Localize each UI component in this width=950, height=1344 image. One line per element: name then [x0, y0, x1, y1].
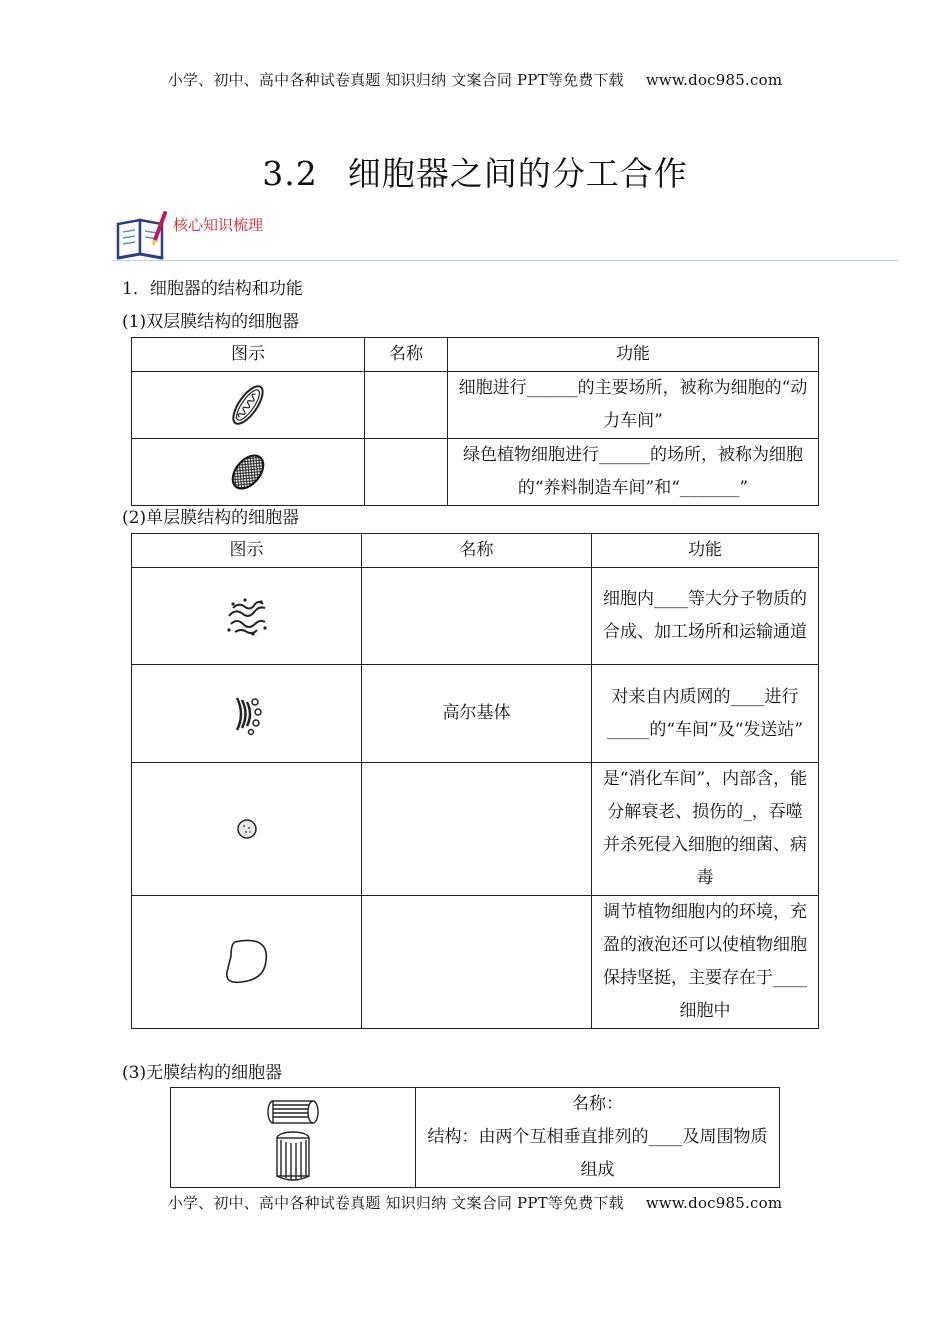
- footer-site: www.doc985.com: [645, 1194, 783, 1212]
- pic-cell: [132, 763, 362, 896]
- function-cell: 对来自内质网的____进行_____的“车间”及“发送站”: [592, 665, 819, 763]
- section-heading: 1．细胞器的结构和功能: [122, 279, 303, 299]
- notebook-pen-icon: [115, 210, 167, 264]
- table-header-row: [132, 534, 819, 568]
- lysosome-icon: [142, 817, 351, 841]
- name-cell: [365, 372, 448, 439]
- table-row: [171, 1088, 780, 1188]
- title-text: 细胞器之间的分工合作: [347, 154, 688, 193]
- page-title: [0, 148, 950, 195]
- info-cell: [416, 1088, 780, 1188]
- col-header: 名称: [362, 534, 592, 568]
- mitochondrion-icon: [142, 380, 354, 430]
- name-cell: [362, 568, 592, 665]
- col-header: 功能: [592, 534, 819, 568]
- name-cell: [365, 439, 448, 506]
- table-row: [132, 439, 819, 506]
- pic-cell: [171, 1088, 416, 1188]
- name-cell: [362, 763, 592, 896]
- function-cell: 调节植物细胞内的环境，充盈的液泡还可以使植物细胞保持坚挺，主要存在于____细胞中: [592, 896, 819, 1029]
- pic-cell: [132, 665, 362, 763]
- footer-text: 小学、初中、高中各种试卷真题 知识归纳 文案合同 PPT等免费下载: [167, 1194, 624, 1212]
- page-header: [0, 69, 950, 90]
- chloroplast-icon: [142, 449, 354, 495]
- table-row: [132, 896, 819, 1029]
- pic-cell: [132, 439, 365, 506]
- pic-cell: [132, 568, 362, 665]
- endoplasmic-reticulum-icon: [142, 594, 351, 638]
- golgi-apparatus-icon: [142, 692, 351, 736]
- col-header: 名称: [365, 338, 448, 372]
- page-footer: [0, 1192, 950, 1213]
- header-text: 小学、初中、高中各种试卷真题 知识归纳 文案合同 PPT等免费下载: [167, 71, 624, 89]
- pic-cell: [132, 896, 362, 1029]
- table-row: [132, 372, 819, 439]
- function-cell: 细胞内____等大分子物质的合成、加工场所和运输通道: [592, 568, 819, 665]
- function-cell: 细胞进行______的主要场所，被称为细胞的“动力车间”: [448, 372, 819, 439]
- membraneless-table: [170, 1087, 780, 1188]
- sub2-heading: (2)单层膜结构的细胞器: [122, 508, 300, 528]
- vacuole-icon: [142, 936, 351, 988]
- name-cell: [362, 896, 592, 1029]
- badge-label: 核心知识梳理: [173, 216, 264, 234]
- double-membrane-table: [131, 337, 819, 506]
- name-cell: 高尔基体: [362, 665, 592, 763]
- col-header: 功能: [448, 338, 819, 372]
- title-number: 3.2: [262, 154, 318, 193]
- col-header: 图示: [132, 338, 365, 372]
- table-row: [132, 568, 819, 665]
- function-cell: 绿色植物细胞进行______的场所，被称为细胞的“养料制造车间”和“_______”: [448, 439, 819, 506]
- table-row: [132, 665, 819, 763]
- col-header: 图示: [132, 534, 362, 568]
- header-site: www.doc985.com: [645, 71, 783, 89]
- function-cell: 是“消化车间”，内部含，能分解衰老、损伤的_，吞噬并杀死侵入细胞的细菌、病毒: [592, 763, 819, 896]
- table-header-row: [132, 338, 819, 372]
- sub3-heading: (3)无膜结构的细胞器: [122, 1063, 283, 1083]
- table-row: [132, 763, 819, 896]
- organelle-name-line: 名称：: [572, 1094, 623, 1114]
- pic-cell: [132, 372, 365, 439]
- centriole-icon: [171, 1092, 415, 1184]
- divider: [112, 260, 898, 261]
- sub1-heading: (1)双层膜结构的细胞器: [122, 312, 300, 332]
- organelle-structure-line: 结构：由两个互相垂直排列的____及周围物质组成: [427, 1127, 768, 1180]
- single-membrane-table: [131, 533, 819, 1029]
